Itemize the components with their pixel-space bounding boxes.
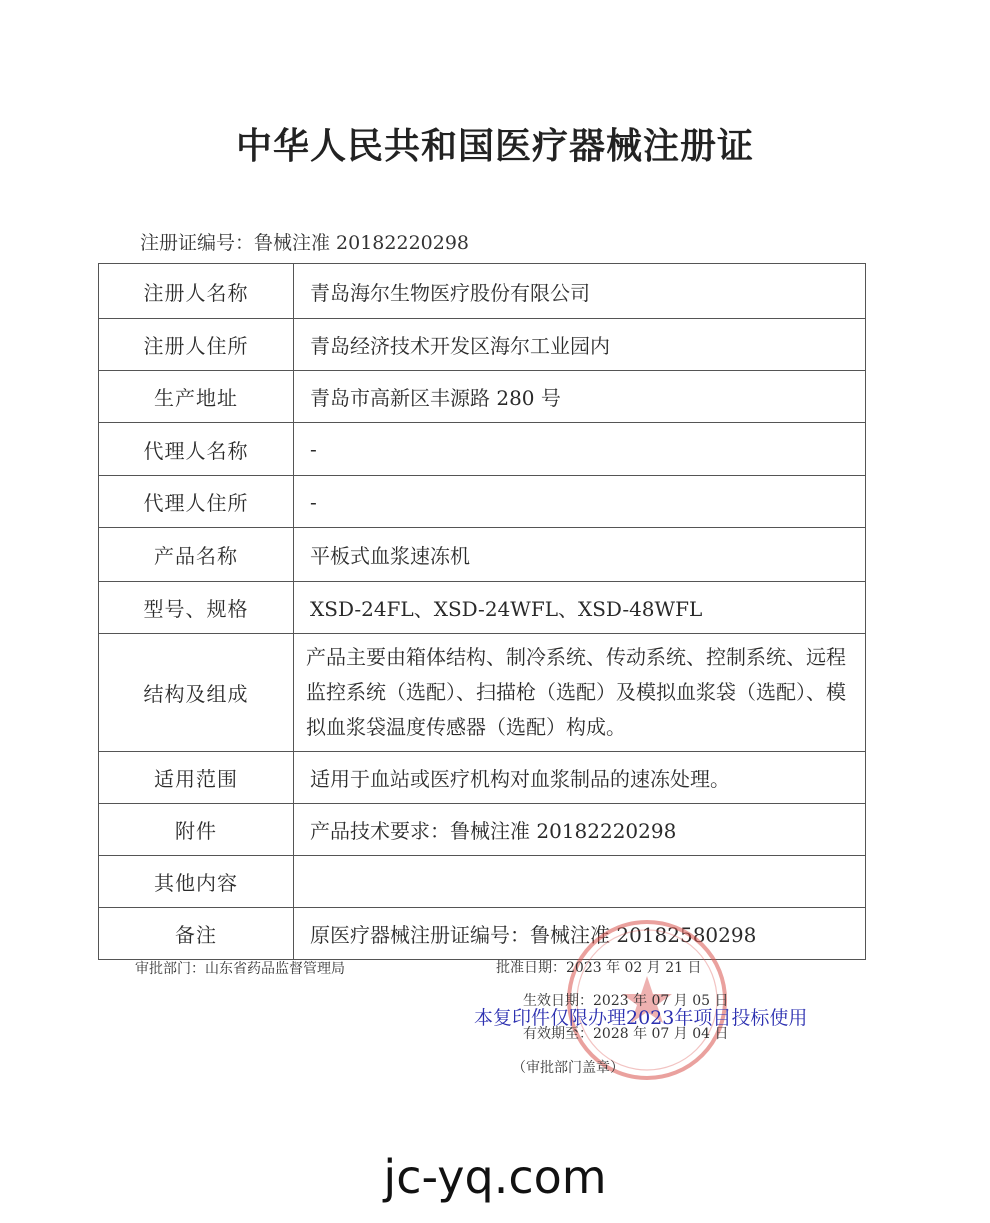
row-value: 产品主要由箱体结构、制冷系统、传动系统、控制系统、远程监控系统（选配）、扫描枪（选配）及模拟血浆袋（选配）、模拟血浆袋温度传感器（选配）构成。 (294, 634, 866, 752)
row-value: 青岛经济技术开发区海尔工业园内 (294, 319, 866, 371)
row-label: 型号、规格 (99, 582, 294, 634)
approval-date: 批准日期：2023 年 02 月 21 日 (496, 960, 702, 976)
row-value: 青岛市高新区丰源路 280 号 (294, 371, 866, 423)
row-label: 其他内容 (99, 856, 294, 908)
row-value: 适用于血站或医疗机构对血浆制品的速冻处理。 (294, 752, 866, 804)
row-label: 代理人名称 (99, 423, 294, 476)
row-label: 注册人住所 (99, 319, 294, 371)
row-value: 原医疗器械注册证编号：鲁械注准 20182580298 (294, 908, 866, 960)
row-value: 青岛海尔生物医疗股份有限公司 (294, 264, 866, 319)
approval-department: 审批部门：山东省药品监督管理局 (135, 961, 345, 977)
overlay-note: 本复印件仅限办理2023年项目投标使用 (474, 1007, 808, 1029)
row-value: 平板式血浆速冻机 (294, 528, 866, 582)
table-row (99, 804, 866, 856)
table-row (99, 582, 866, 634)
row-label: 生产地址 (99, 371, 294, 423)
row-value: XSD-24FL、XSD-24WFL、XSD-48WFL (294, 582, 866, 634)
row-value (294, 856, 866, 908)
row-value: - (294, 476, 866, 528)
row-label: 产品名称 (99, 528, 294, 582)
expiry-date: 有效期至：2028 年 07 月 04 日 (523, 1026, 729, 1042)
table-row (99, 856, 866, 908)
table-row (99, 752, 866, 804)
watermark: jc-yq.com (383, 1150, 607, 1204)
row-label: 结构及组成 (99, 634, 294, 752)
row-label: 注册人名称 (99, 264, 294, 319)
row-value: 产品技术要求：鲁械注准 20182220298 (294, 804, 866, 856)
row-label: 代理人住所 (99, 476, 294, 528)
table-row (99, 423, 866, 476)
table-row (99, 319, 866, 371)
registration-number: 注册证编号：鲁械注准 20182220298 (140, 232, 470, 254)
effective-date: 生效日期：2023 年 07 月 05 日 (523, 993, 729, 1009)
table-row (99, 634, 866, 752)
row-value: - (294, 423, 866, 476)
row-label: 备注 (99, 908, 294, 960)
certificate-title: 中华人民共和国医疗器械注册证 (235, 126, 754, 167)
row-label: 附件 (99, 804, 294, 856)
certificate-table (98, 263, 866, 960)
seal-caption: （审批部门盖章） (512, 1060, 624, 1076)
table-row (99, 476, 866, 528)
table-row (99, 528, 866, 582)
table-row (99, 908, 866, 960)
table-row (99, 264, 866, 319)
row-label: 适用范围 (99, 752, 294, 804)
table-row (99, 371, 866, 423)
